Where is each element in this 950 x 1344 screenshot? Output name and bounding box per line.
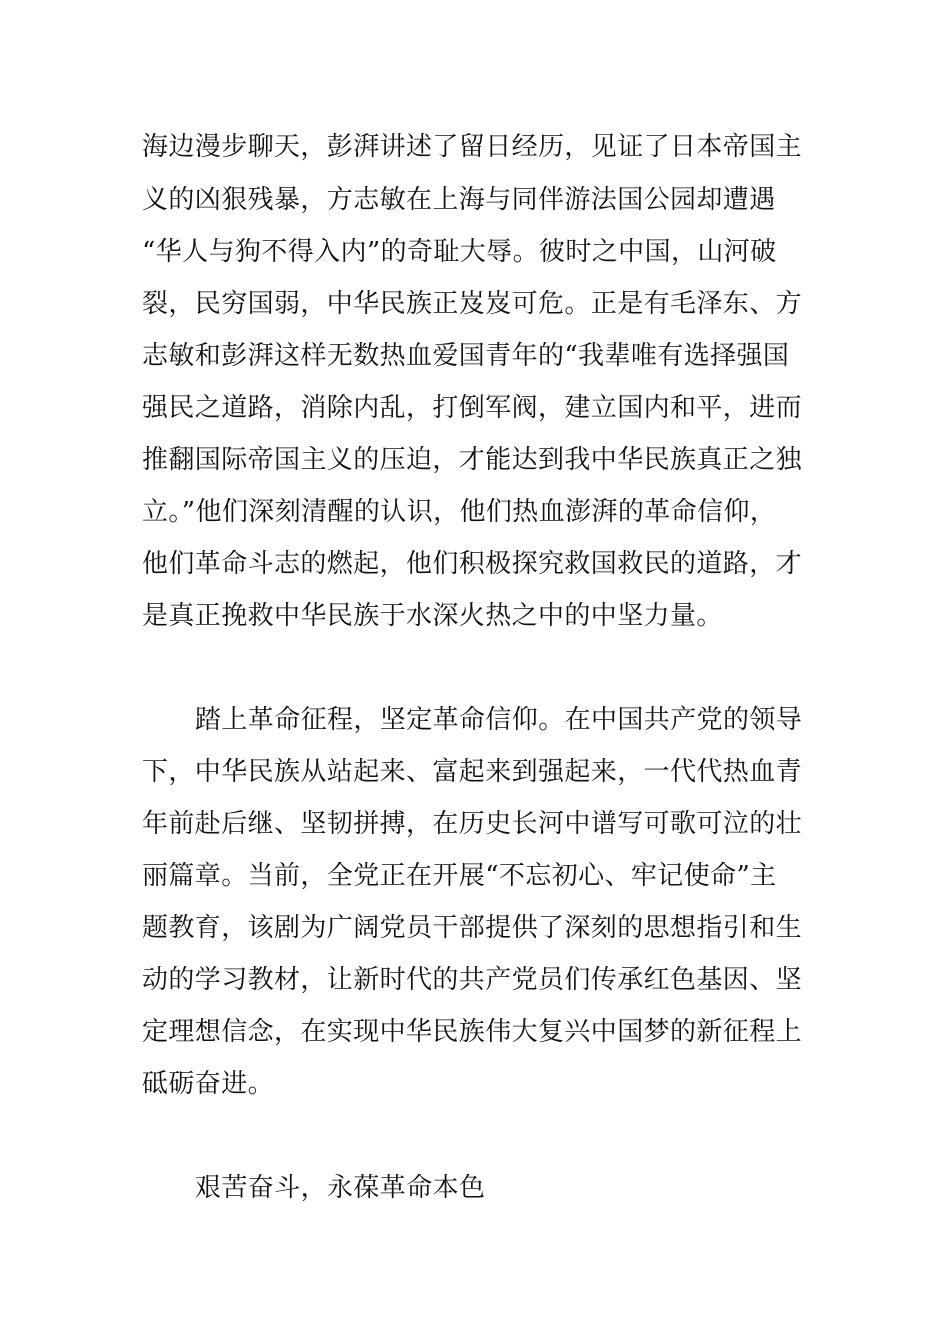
paragraph-2-line-6: 动的学习教材，让新时代的共产党员们传承红色基因、坚 — [142, 965, 803, 995]
paragraph-1-line-8: 立。”他们深刻清醒的认识，他们热血澎湃的革命信仰， — [142, 497, 777, 527]
paragraph-1-line-6: 强民之道路，消除内乱，打倒军阀，建立国内和平，进而 — [142, 393, 803, 423]
paragraph-2-line-1: 踏上革命征程，坚定革命信仰。在中国共产党的领导 — [195, 705, 803, 735]
paragraph-1-line-3: “华人与狗不得入内”的奇耻大辱。彼时之中国，山河破 — [142, 237, 777, 267]
paragraph-1-line-2: 义的凶狠残暴，方志敏在上海与同伴游法国公园却遭遇 — [142, 185, 776, 215]
paragraph-2-line-3: 年前赴后继、坚韧拼搏，在历史长河中谱写可歌可泣的壮 — [142, 809, 803, 839]
paragraph-1-line-1: 海边漫步聊天，彭湃讲述了留日经历，见证了日本帝国主 — [142, 132, 803, 162]
paragraph-2-line-7: 定理想信念，在实现中华民族伟大复兴中国梦的新征程上 — [142, 1017, 803, 1047]
paragraph-1-line-5: 志敏和彭湃这样无数热血爱国青年的“我辈唯有选择强国 — [142, 341, 790, 371]
paragraph-2-line-4: 丽篇章。当前，全党正在开展“不忘初心、牢记使命”主 — [142, 861, 777, 891]
paragraph-1-line-4: 裂，民穷国弱，中华民族正岌岌可危。正是有毛泽东、方 — [142, 289, 803, 319]
paragraph-2-line-8: 砥砺奋进。 — [142, 1069, 275, 1099]
paragraph-2-line-5: 题教育，该剧为广阔党员干部提供了深刻的思想指引和生 — [142, 913, 803, 943]
paragraph-1-line-7: 推翻国际帝国主义的压迫，才能达到我中华民族真正之独 — [142, 445, 803, 475]
paragraph-1-line-10: 是真正挽救中华民族于水深火热之中的中坚力量。 — [142, 601, 723, 631]
paragraph-2-line-2: 下，中华民族从站起来、富起来到强起来，一代代热血青 — [142, 757, 803, 787]
paragraph-1-line-9: 他们革命斗志的燃起，他们积极探究救国救民的道路，才 — [142, 549, 803, 579]
section-heading: 艰苦奋斗，永葆革命本色 — [195, 1173, 486, 1203]
